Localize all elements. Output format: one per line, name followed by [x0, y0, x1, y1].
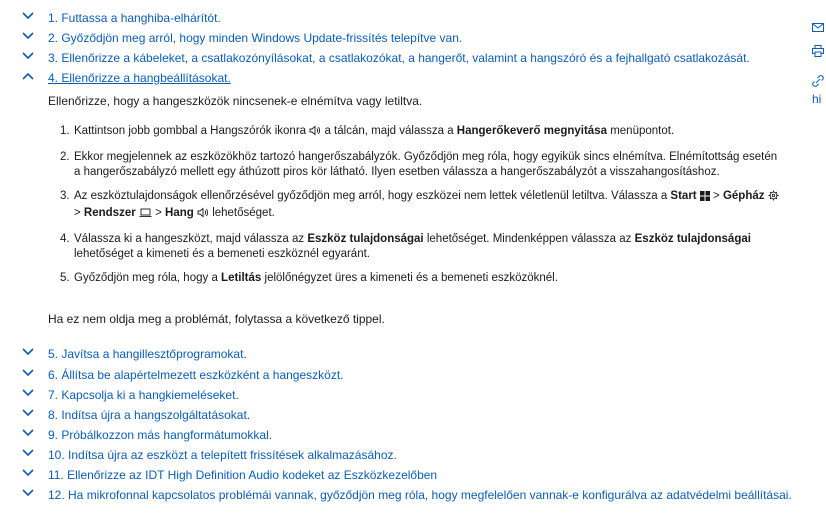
accordion-label: 9. Próbálkozzon más hangformátumokkal. [48, 428, 273, 442]
section-footer: Ha ez nem oldja meg a problémát, folytassa a következő tippel. [48, 312, 385, 326]
chevron-down-icon [22, 29, 36, 47]
accordion-item-2[interactable] [22, 29, 462, 47]
accordion-item-11[interactable] [22, 466, 437, 484]
accordion-item-4[interactable] [22, 69, 231, 87]
step-number: 3. [60, 189, 70, 202]
accordion-item-3[interactable] [22, 49, 750, 67]
accordion-label: 1. Futtassa a hanghiba-elhárítót. [48, 11, 221, 25]
speaker-icon [309, 125, 321, 142]
chevron-down-icon [22, 386, 36, 404]
accordion-item-6[interactable] [22, 366, 344, 384]
step-text: lehetőséget a kimeneti és a bemeneti eszköznél egyaránt. [74, 248, 370, 260]
chevron-up-icon [22, 69, 36, 87]
chevron-down-icon [22, 466, 36, 484]
step-text: jelölőnégyzet üres a kimeneti és a bemeneti eszközöknél. [264, 271, 558, 284]
laptop-icon [139, 208, 152, 224]
step-number: 4. [60, 232, 70, 245]
accordion-item-10[interactable] [22, 446, 397, 464]
steps-list [60, 124, 780, 294]
step-bold: Eszköz tulajdonságai [307, 232, 424, 245]
accordion-label: 11. Ellenőrizze az IDT High Definition Audio kodeket az Eszközkezelőben [48, 468, 438, 482]
chevron-down-icon [22, 49, 36, 67]
step-2 [60, 150, 780, 181]
step-bold: Eszköz tulajdonságai [634, 232, 751, 245]
accordion-label: 6. Állítsa be alapértelmezett eszközként a hangeszközt. [48, 368, 344, 382]
step-text: lehetőséget. [212, 207, 275, 219]
accordion-label: 3. Ellenőrizze a kábeleket, a csatlakozónyílásokat, a csatlakozókat, a hangerőt, valamint a hangszóró és a fejhallgató csatlakozását. [48, 51, 750, 65]
windows-icon [700, 191, 710, 207]
link-icon[interactable] [812, 75, 826, 90]
separator: > [713, 189, 720, 202]
step-text: menüpontot. [610, 125, 675, 137]
step-5 [60, 271, 780, 287]
step-text: Ekkor megjelennek az eszközökhöz tartozó hangerőszabályzók. Győződjön meg róla, hogy egyikük sincs elnémítva. Elnémítottság esetén a hangerőszabályzó mellett egy áthúzott piros kör látható. Ilyen esetben válassza a hangerőszabályzót a visszahangosításhoz. [74, 150, 778, 178]
chevron-down-icon [22, 426, 36, 444]
chevron-down-icon [22, 345, 36, 363]
step-number: 5. [60, 271, 70, 284]
step-bold: Letiltás [221, 271, 262, 284]
step-bold: Hang [165, 207, 194, 219]
chevron-down-icon [22, 366, 36, 384]
chevron-down-icon [22, 446, 36, 464]
step-text: lehetőséget. Mindenképpen válassza az [426, 232, 632, 245]
step-text: Kattintson jobb gombbal a Hangszórók ikonra [74, 125, 307, 137]
accordion-label: 2. Győződjön meg arról, hogy minden Windows Update-frissítés telepítve van. [48, 31, 463, 45]
mail-icon[interactable] [812, 22, 826, 36]
accordion-label: 7. Kapcsolja ki a hangkiemeléseket. [48, 388, 239, 402]
side-link-text[interactable]: hi [812, 92, 822, 106]
accordion-item-7[interactable] [22, 386, 239, 404]
separator: > [155, 207, 162, 219]
chevron-down-icon [22, 486, 36, 504]
separator: > [74, 207, 81, 219]
step-number: 1. [60, 125, 70, 137]
accordion-item-12[interactable] [22, 486, 808, 504]
step-text: Az eszköztulajdonságok ellenőrzésével győződjön meg arról, hogy eszközei nem lettek véletlenül letiltva. Válassza a [74, 189, 668, 202]
step-text: Válassza ki a hangeszközt, majd válassza az [74, 232, 305, 245]
accordion-label: 8. Indítsa újra a hangszolgáltatásokat. [48, 408, 251, 422]
accordion-item-5[interactable] [22, 345, 247, 363]
chevron-down-icon [22, 9, 36, 27]
step-text: a tálcán, majd válassza a [324, 125, 454, 137]
step-bold: Hangerőkeverő megnyitása [456, 125, 607, 137]
accordion-item-9[interactable] [22, 426, 272, 444]
step-3 [60, 189, 780, 224]
print-icon[interactable] [812, 45, 826, 60]
step-bold: Start [670, 189, 697, 202]
step-bold: Rendszer [83, 207, 136, 219]
accordion-label: 10. Indítsa újra az eszközt a telepített frissítések alkalmazásához. [48, 448, 397, 462]
step-number: 2. [60, 150, 70, 163]
step-text: Győződjön meg róla, hogy a [74, 271, 218, 284]
step-1 [60, 124, 780, 142]
section-intro: Ellenőrizze, hogy a hangeszközök nincsenek-e elnémítva vagy letiltva. [48, 94, 423, 108]
accordion-label: 12. Ha mikrofonnal kapcsolatos problémái vannak, győződjön meg róla, hogy megfelelően vannak-e konfigurálva az adatvédelmi beállításai. [48, 488, 792, 502]
accordion-item-1[interactable] [22, 9, 221, 27]
step-bold: Gépház [722, 189, 765, 202]
accordion-label: 4. Ellenőrizze a hangbeállításokat. [48, 71, 231, 85]
chevron-down-icon [22, 406, 36, 424]
accordion-label: 5. Javítsa a hangillesztőprogramokat. [48, 347, 247, 361]
step-4 [60, 232, 780, 263]
gear-icon [768, 190, 779, 207]
accordion-item-8[interactable] [22, 406, 250, 424]
speaker-icon [197, 207, 209, 224]
